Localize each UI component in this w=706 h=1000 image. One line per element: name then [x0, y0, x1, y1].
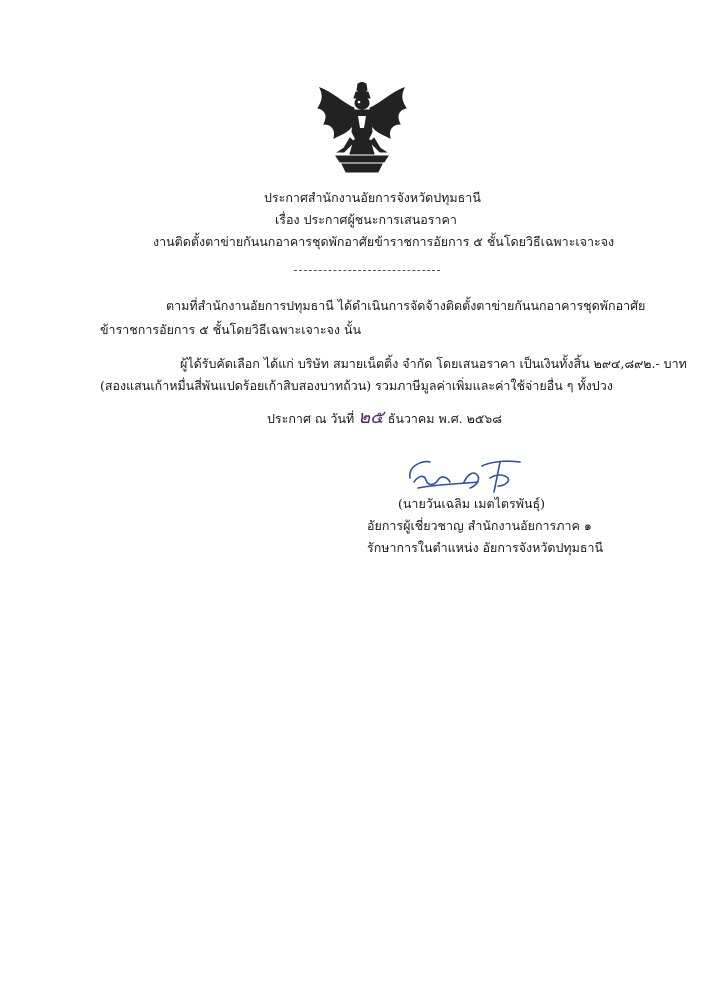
- date-suffix: ธันวาคม พ.ศ. ๒๕๖๘: [387, 411, 502, 426]
- paragraph-1-line-1: ตามที่สำนักงานอัยการปทุมธานี ได้ดำเนินการจัดจ้างติดตั้งตาข่ายกันนกอาคารชุดพักอาศัย: [166, 298, 646, 313]
- announcement-title: ประกาศสำนักงานอัยการจังหวัดปทุมธานี: [264, 190, 481, 205]
- paragraph-2-line-1: ผู้ได้รับคัดเลือก ได้แก่ บริษัท สมายเน็ตติ้ง จำกัด โดยเสนอราคา เป็นเงินทั้งสิ้น ๒๙๔,๘๙๒.- บาท: [180, 356, 687, 371]
- announcement-project: งานติดตั้งตาข่ายกันนกอาคารชุดพักอาศัยข้าราชการอัยการ ๕ ชั้นโดยวิธีเฉพาะเจาะจง: [153, 234, 615, 249]
- announcement-subject: เรื่อง ประกาศผู้ชนะการเสนอราคา: [275, 212, 457, 227]
- signatory-acting-position: รักษาการในตำแหน่ง อัยการจังหวัดปทุมธานี: [367, 540, 604, 555]
- garuda-emblem-icon: [314, 82, 410, 174]
- signatory-name: (นายวันเฉลิม เมตไตรพันธุ์): [398, 496, 546, 511]
- announcement-date: [267, 407, 502, 428]
- signature-icon: [404, 452, 532, 498]
- paragraph-1-line-2: ข้าราชการอัยการ ๕ ชั้นโดยวิธีเฉพาะเจาะจง นั้น: [100, 322, 362, 337]
- divider-line: [294, 270, 440, 271]
- date-prefix: ประกาศ ณ วันที่: [267, 411, 355, 426]
- date-day-handwritten: ๒๕: [358, 407, 384, 428]
- signatory-position: อัยการผู้เชี่ยวชาญ สำนักงานอัยการภาค ๑: [367, 518, 592, 533]
- paragraph-2-line-2: (สองแสนเก้าหมื่นสี่พันแปดร้อยเก้าสิบสองบาทถ้วน) รวมภาษีมูลค่าเพิ่มและค่าใช้จ่ายอื่น ๆ ทั้งปวง: [100, 378, 613, 393]
